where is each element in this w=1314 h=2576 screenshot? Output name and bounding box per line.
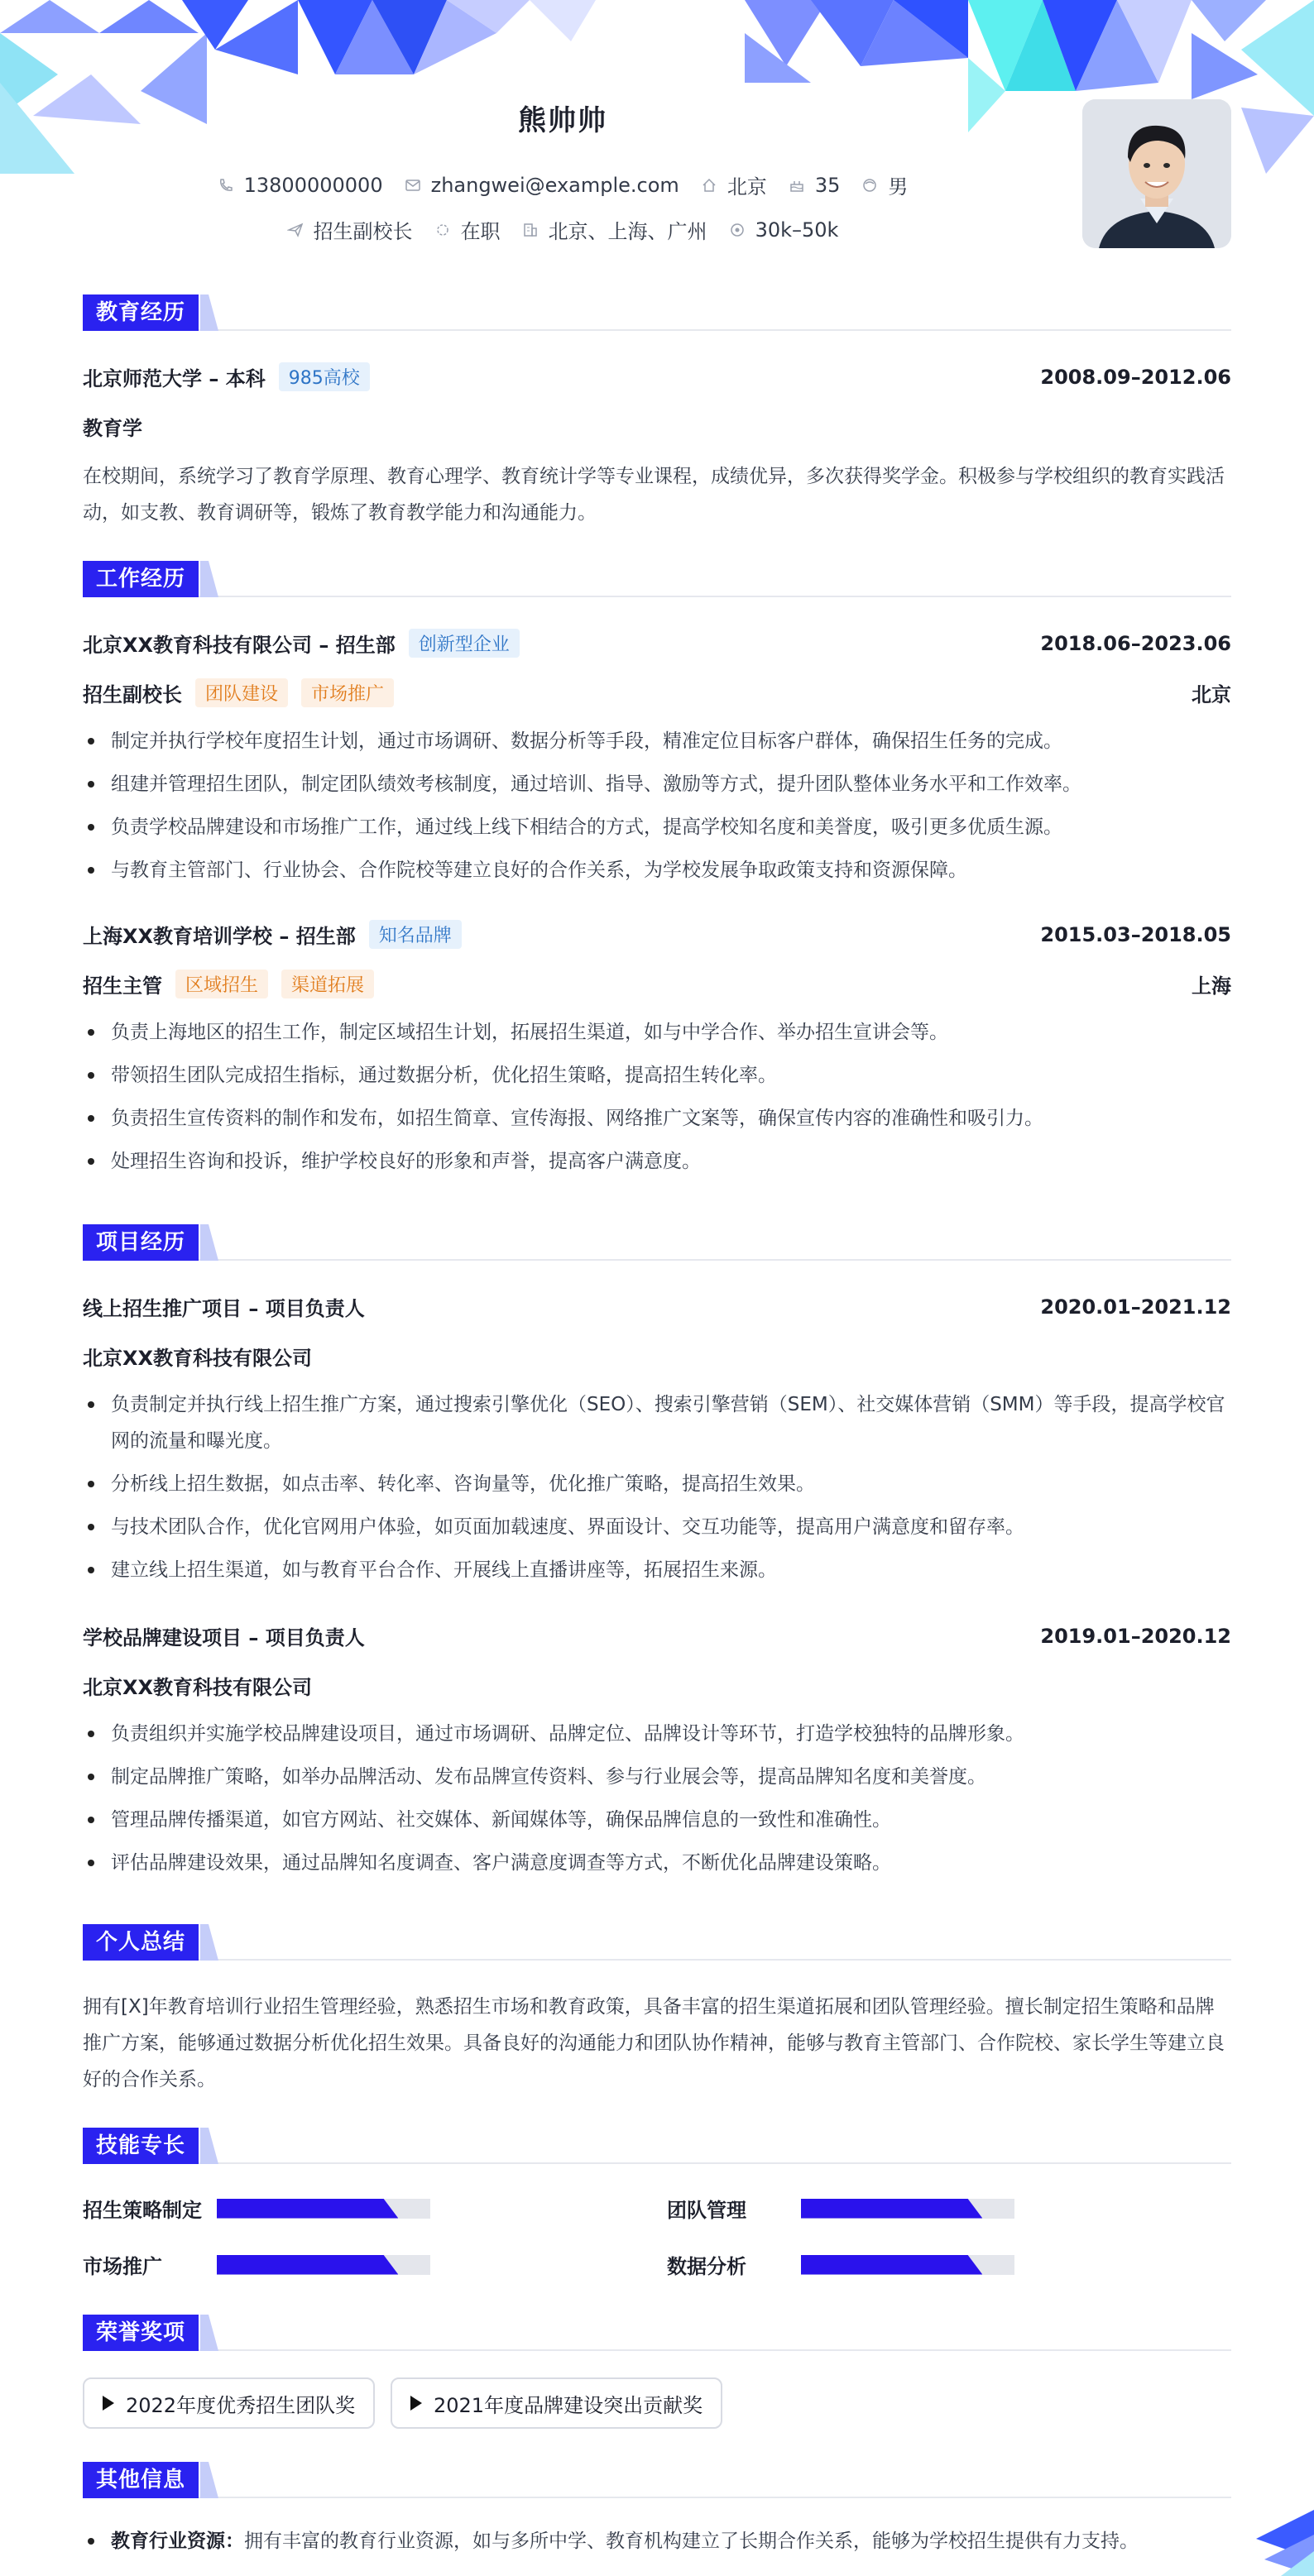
section-title: 工作经历 [83,561,199,597]
skill-label: 数据分析 [667,2255,746,2278]
salary-text: 30k–50k [755,218,839,242]
projects-section [83,1224,1231,1874]
list-item: 负责学校品牌建设和市场推广工作，通过线上线下相结合的方式，提高学校知名度和美誉度，吸引更多优质生源。 [83,806,1231,849]
skill-bar-fill [801,2255,982,2275]
summary-section [83,1924,1231,2090]
role-row [83,970,1231,998]
candidate-name: 熊帅帅 [518,104,607,137]
company-name: 上海XX教育培训学校 – 招生部 [83,925,356,948]
project-org: 北京XX教育科技有限公司 [83,1676,313,1699]
company-tag: 创新型企业 [409,629,520,658]
list-item: 分析线上招生数据，如点击率、转化率、咨询量等，优化推广策略，提高招生效果。 [83,1466,1231,1502]
email-icon [405,177,421,194]
phone-icon [218,177,234,194]
project-date: 2020.01–2021.12 [1040,1295,1231,1319]
email-item [405,170,679,199]
section-tail-decoration [200,1924,218,1961]
major-row [83,412,1231,441]
list-item: 与技术团队合作，优化官网用户体验，如页面加载速度、界面设计、交互功能等，提高用户满意度和留存率。 [83,1509,1231,1545]
skills-section [83,2128,1231,2278]
school-name: 北京师范大学 – 本科 [83,367,266,390]
other-info-text: 拥有丰富的教育行业资源，如与多所中学、教育机构建立了长期合作关系，能够为学校招生提供有力支持。 [244,2531,1139,2552]
list-item: 制定品牌推广策略，如举办品牌活动、发布品牌宣传资料、参与行业展会等，提高品牌知名度和美誉度。 [83,1755,1231,1798]
building-icon [522,222,539,238]
section-title: 其他信息 [83,2462,199,2498]
section-title: 荣誉奖项 [83,2315,199,2351]
skill-bar [801,2199,1014,2219]
work-bullets [83,1011,1231,1183]
project-org-row [83,1671,1231,1700]
section-tail-decoration [200,561,218,597]
phone-item [218,170,383,199]
list-item: 组建并管理招生团队，制定团队绩效考核制度，通过培训、指导、激励等方式，提升团队整体业务水平和工作效率。 [83,763,1231,806]
section-header [83,1224,1231,1261]
list-item: 负责招生宣传资料的制作和发布，如招生简章、宣传海报、网络推广文案等，确保宣传内容的准确性和吸引力。 [83,1097,1231,1140]
age-text: 35 [814,173,841,197]
salary-item [729,215,839,244]
other-section [83,2462,1231,2552]
project-title: 学校品牌建设项目 – 项目负责人 [83,1626,365,1650]
education-section [83,294,1231,524]
project-header [83,1621,1231,1650]
skill-label: 招生策略制定 [83,2199,202,2222]
section-header [83,294,1231,331]
list-item: 负责制定并执行线上招生推广方案，通过搜索引擎优化（SEO）、搜索引擎营销（SEM）、社交媒体营销（SMM）等手段，提高学校官网的流量和曝光度。 [83,1386,1231,1459]
skill-item [83,2194,430,2223]
section-header [83,1924,1231,1961]
role-name: 招生主管 [83,974,162,998]
education-header [83,362,1231,391]
city-item [701,170,767,199]
section-tail-decoration [200,2462,218,2498]
section-title: 项目经历 [83,1224,199,1261]
school-tag: 985高校 [279,362,370,391]
role-name: 招生副校长 [83,683,182,706]
skill-bar-fill [217,2255,398,2275]
age-item [789,170,841,199]
work-date: 2015.03–2018.05 [1040,922,1231,946]
contact-row [0,170,1125,199]
award-text: 2021年度品牌建设突出贡献奖 [434,2393,703,2417]
section-header [83,2128,1231,2164]
play-icon [103,2396,114,2411]
list-item: 处理招生咨询和投诉，维护学校良好的形象和声誉，提高客户满意度。 [83,1140,1231,1183]
role-tag: 区域招生 [175,970,268,998]
gender-text: 男 [888,175,909,199]
project-bullets [83,1386,1231,1595]
home-icon [701,177,717,194]
avatar [1082,99,1231,248]
work-section [83,561,1231,1172]
corner-decoration [1240,2502,1314,2576]
job-intent-row [0,215,1125,244]
status-item [434,215,501,244]
skill-item [667,2194,1014,2223]
other-info-item [83,2523,1231,2559]
section-header [83,2462,1231,2498]
project-bullets [83,1712,1231,1884]
gender-item [861,170,908,199]
target-cities-item [522,215,707,244]
major-name: 教育学 [83,417,142,440]
phone-text: 13800000000 [243,173,383,197]
section-tail-decoration [200,1224,218,1261]
list-item: 制定并执行学校年度招生计划，通过市场调研、数据分析等手段，精准定位目标客户群体，确保招生任务的完成。 [83,720,1231,763]
section-tail-decoration [200,2128,218,2164]
status-text: 在职 [460,220,501,243]
award-badge [391,2377,722,2429]
project-date: 2019.01–2020.12 [1040,1624,1231,1648]
role-tag: 市场推广 [301,678,394,707]
list-item: 建立线上招生渠道，如与教育平台合作、开展线上直播讲座等，拓展招生来源。 [83,1552,1231,1588]
other-info-label: 教育行业资源： [111,2531,244,2552]
role-tag: 团队建设 [195,678,288,707]
awards-section [83,2315,1231,2417]
skill-label: 市场推广 [83,2255,162,2278]
gender-icon [861,177,878,194]
send-icon [287,222,304,238]
age-icon [789,177,805,194]
skill-item [83,2250,430,2279]
section-tail-decoration [200,2315,218,2351]
education-date: 2008.09–2012.06 [1040,365,1231,389]
target-cities-text: 北京、上海、广州 [548,220,707,243]
project-header [83,1292,1231,1321]
award-text: 2022年度优秀招生团队奖 [126,2393,356,2417]
education-description: 在校期间，系统学习了教育学原理、教育心理学、教育统计学等专业课程，成绩优异，多次获得奖学金。积极参与学校组织的教育实践活动，如支教、教育调研等，锻炼了教育教学能力和沟通能力。 [83,466,1225,524]
salary-icon [729,222,746,238]
summary-text: 拥有[X]年教育培训行业招生管理经验，熟悉招生市场和教育政策，具备丰富的招生渠道拓展和团队管理经验。擅长制定招生策略和品牌推广方案，能够通过数据分析优化招生效果。具备良好的沟通能力和团队协作精神，能够与教育主管部门、合作院校、家长学生等建立良好的合作关系。 [83,1996,1225,2090]
work-bullets [83,720,1231,892]
list-item: 负责组织并实施学校品牌建设项目，通过市场调研、品牌定位、品牌设计等环节，打造学校独特的品牌形象。 [83,1712,1231,1755]
list-item: 与教育主管部门、行业协会、合作院校等建立良好的合作关系，为学校发展争取政策支持和资源保障。 [83,849,1231,892]
project-org-row [83,1342,1231,1371]
skill-bar [217,2255,430,2275]
award-badge [83,2377,375,2429]
city-text: 北京 [727,175,767,199]
skill-label: 团队管理 [667,2199,746,2222]
role-tag: 渠道拓展 [281,970,374,998]
list-item: 评估品牌建设效果，通过品牌知名度调查、客户满意度调查等方式，不断优化品牌建设策略。 [83,1841,1231,1884]
work-date: 2018.06–2023.06 [1040,631,1231,655]
company-name: 北京XX教育科技有限公司 – 招生部 [83,634,396,657]
section-header [83,2315,1231,2351]
project-title: 线上招生推广项目 – 项目负责人 [83,1297,365,1320]
section-tail-decoration [200,294,218,331]
list-item: 负责上海地区的招生工作，制定区域招生计划，拓展招生渠道，如与中学合作、举办招生宣讲会等。 [83,1011,1231,1054]
work-header [83,629,1231,658]
skill-bar [217,2199,430,2219]
target-position-item [287,215,413,244]
status-icon [434,222,451,238]
section-title: 技能专长 [83,2128,199,2164]
list-item: 管理品牌传播渠道，如官方网站、社交媒体、新闻媒体等，确保品牌信息的一致性和准确性。 [83,1798,1231,1841]
section-title: 教育经历 [83,294,199,331]
skill-bar-fill [801,2199,982,2219]
list-item: 带领招生团队完成招生指标，通过数据分析，优化招生策略，提高招生转化率。 [83,1054,1231,1097]
skill-bar-fill [217,2199,398,2219]
work-location: 北京 [1192,683,1231,706]
company-tag: 知名品牌 [369,920,462,949]
section-title: 个人总结 [83,1924,199,1961]
play-icon [410,2396,422,2411]
email-text: zhangwei@example.com [430,173,679,197]
skill-bar [801,2255,1014,2275]
work-header [83,920,1231,949]
project-org: 北京XX教育科技有限公司 [83,1347,313,1370]
role-row [83,678,1231,707]
section-header [83,561,1231,597]
avatar-portrait [1082,99,1231,248]
skill-item [667,2250,1014,2279]
work-location: 上海 [1192,974,1231,998]
target-position-text: 招生副校长 [313,220,413,243]
